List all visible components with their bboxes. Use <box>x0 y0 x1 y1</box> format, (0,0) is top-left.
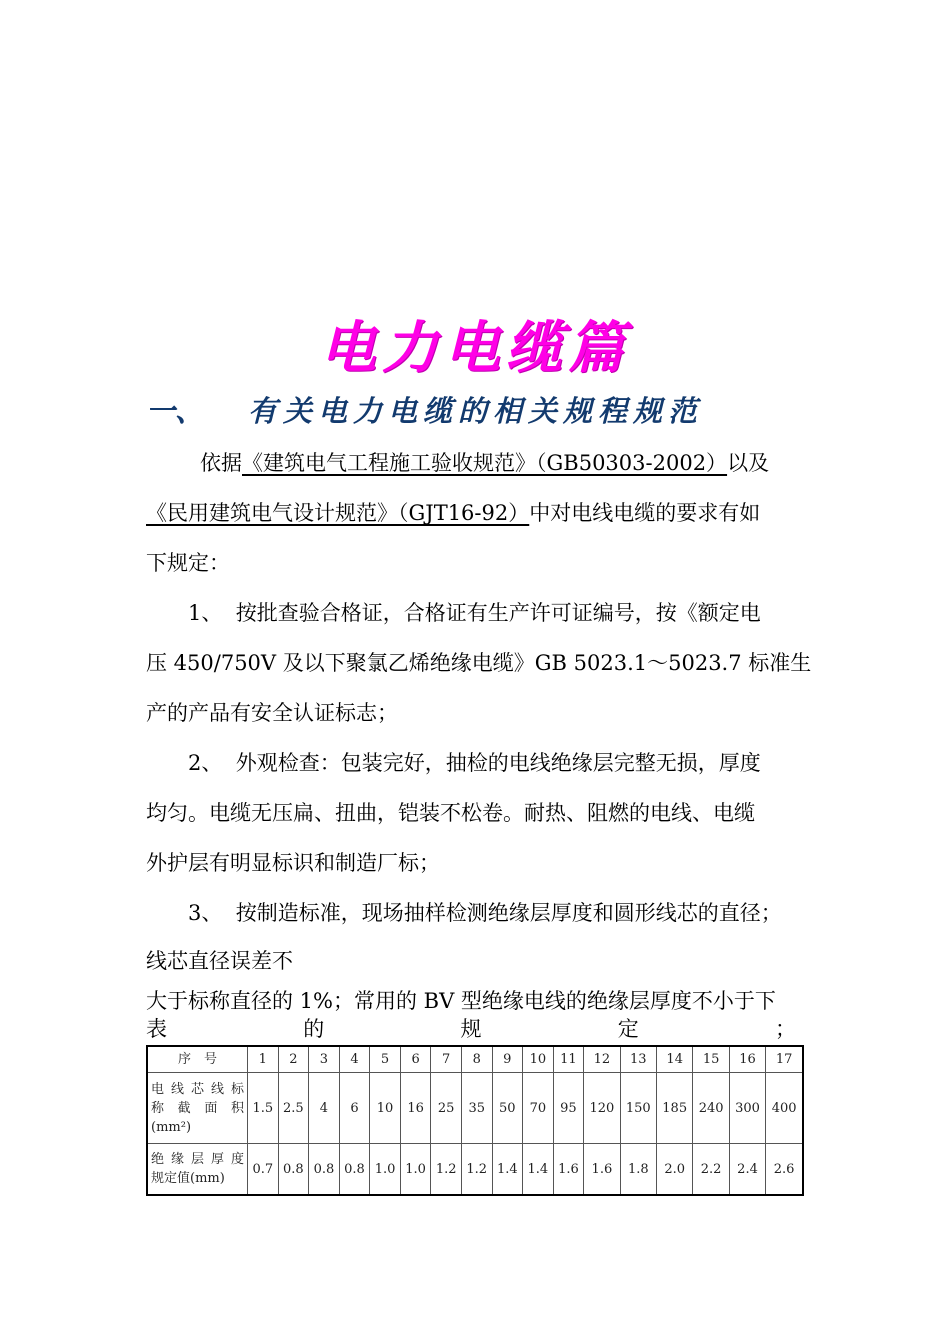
thickness-cell: 0.8 <box>339 1144 370 1196</box>
area-cell: 150 <box>620 1073 656 1144</box>
seq-cell: 15 <box>693 1046 729 1073</box>
item-3-line-2: 线芯直径误差不 <box>146 949 293 973</box>
thickness-cell: 0.7 <box>248 1144 279 1196</box>
item-2-number: 2、 <box>188 751 223 775</box>
area-cell: 4 <box>309 1073 340 1144</box>
thickness-cell: 1.2 <box>461 1144 492 1196</box>
spread-char: 表 <box>146 1017 167 1041</box>
section-number: 一、 <box>146 394 205 428</box>
area-cell: 240 <box>693 1073 729 1144</box>
item-1-line-3: 产的产品有安全认证标志； <box>146 701 398 725</box>
item-2-line-2: 均匀。电缆无压扁、扭曲，铠装不松卷。耐热、阻燃的电线、电缆 <box>146 801 755 825</box>
item-1-line-2: 压 450/750V 及以下聚氯乙烯绝缘电缆》GB 5023.1～5023.7 标准生 <box>146 651 812 675</box>
area-cell: 50 <box>492 1073 523 1144</box>
thickness-cell: 1.4 <box>523 1144 554 1196</box>
item-1-text: 按批查验合格证，合格证有生产许可证编号，按《额定电 <box>235 601 761 625</box>
row-header-area: 电线芯线标 称 截 面 积 (mm²) <box>147 1073 248 1144</box>
area-cell: 400 <box>766 1073 803 1144</box>
seq-cell: 5 <box>370 1046 401 1073</box>
area-cell: 10 <box>370 1073 401 1144</box>
reference-construction-code: 《建筑电气工程施工验收规范》（GB50303-2002） <box>242 451 728 475</box>
reference-design-code: 《民用建筑电气设计规范》（GJT16-92） <box>146 501 530 525</box>
area-cell: 120 <box>584 1073 620 1144</box>
seq-cell: 1 <box>248 1046 279 1073</box>
section-heading-text: 有关电力电缆的相关规程规范 <box>248 394 704 428</box>
item-3-text: 按制造标准，现场抽样检测绝缘层厚度和圆形线芯的直径； <box>235 901 782 925</box>
intro-prefix: 依据 <box>200 451 242 475</box>
seq-cell: 9 <box>492 1046 523 1073</box>
thickness-cell: 1.2 <box>431 1144 462 1196</box>
seq-cell: 2 <box>278 1046 309 1073</box>
area-cell: 6 <box>339 1073 370 1144</box>
thickness-cell: 0.8 <box>309 1144 340 1196</box>
section-heading <box>146 386 846 436</box>
seq-cell: 8 <box>461 1046 492 1073</box>
item-3-line-4-spread <box>146 1014 796 1044</box>
item-2-text: 外观检查：包装完好，抽检的电线绝缘层完整无损，厚度 <box>235 751 761 775</box>
item-1-number: 1、 <box>188 601 223 625</box>
thickness-cell: 2.4 <box>729 1144 765 1196</box>
intro-line-2 <box>146 498 811 528</box>
table-row <box>147 1144 803 1196</box>
intro-mid: 以及 <box>727 451 770 475</box>
row-header-thickness: 绝缘层厚度 规定值(mm) <box>147 1144 248 1196</box>
item-3-line-4 <box>146 1014 811 1044</box>
intro-suffix: 中对电线电缆的要求有如 <box>529 501 761 525</box>
insulation-spec-table <box>146 1045 804 1196</box>
spread-char: 定 <box>617 1017 639 1041</box>
intro-line-1 <box>200 448 812 478</box>
thickness-cell: 1.0 <box>370 1144 401 1196</box>
item-3-line-3: 大于标称直径的 1%；常用的 BV 型绝缘电线的绝缘层厚度不小于下 <box>146 989 776 1013</box>
seq-cell: 4 <box>339 1046 370 1073</box>
intro-line-3: 下规定： <box>146 551 230 575</box>
item-3-number: 3、 <box>188 901 223 925</box>
seq-cell: 3 <box>309 1046 340 1073</box>
spread-char: 规 <box>460 1017 482 1041</box>
spread-char: ； <box>775 1017 796 1041</box>
area-cell: 2.5 <box>278 1073 309 1144</box>
area-cell: 16 <box>400 1073 431 1144</box>
area-cell: 300 <box>729 1073 765 1144</box>
table-row <box>147 1073 803 1144</box>
seq-cell: 12 <box>584 1046 620 1073</box>
thickness-cell: 2.6 <box>766 1144 803 1196</box>
thickness-cell: 2.0 <box>657 1144 693 1196</box>
seq-cell: 17 <box>766 1046 803 1073</box>
area-cell: 70 <box>523 1073 554 1144</box>
thickness-cell: 1.8 <box>620 1144 656 1196</box>
area-cell: 35 <box>461 1073 492 1144</box>
table-row <box>147 1046 803 1073</box>
item-3-line-1 <box>188 898 828 928</box>
seq-cell: 7 <box>431 1046 462 1073</box>
item-2-line-1 <box>188 748 818 778</box>
seq-cell: 6 <box>400 1046 431 1073</box>
thickness-cell: 0.8 <box>278 1144 309 1196</box>
seq-cell: 16 <box>729 1046 765 1073</box>
thickness-cell: 2.2 <box>693 1144 729 1196</box>
thickness-cell: 1.0 <box>400 1144 431 1196</box>
seq-cell: 10 <box>523 1046 554 1073</box>
item-2-line-3: 外护层有明显标识和制造厂标； <box>146 851 440 875</box>
area-cell: 1.5 <box>248 1073 279 1144</box>
seq-cell: 13 <box>620 1046 656 1073</box>
thickness-cell: 1.6 <box>584 1144 620 1196</box>
seq-cell: 11 <box>553 1046 584 1073</box>
page-title: 电力电缆篇 <box>320 315 630 381</box>
spread-char: 的 <box>303 1017 325 1041</box>
row-header-seq: 序 号 <box>147 1046 248 1073</box>
area-cell: 25 <box>431 1073 462 1144</box>
seq-cell: 14 <box>657 1046 693 1073</box>
area-cell: 95 <box>553 1073 584 1144</box>
item-1-line-1 <box>188 598 818 628</box>
thickness-cell: 1.4 <box>492 1144 523 1196</box>
thickness-cell: 1.6 <box>553 1144 584 1196</box>
area-cell: 185 <box>657 1073 693 1144</box>
